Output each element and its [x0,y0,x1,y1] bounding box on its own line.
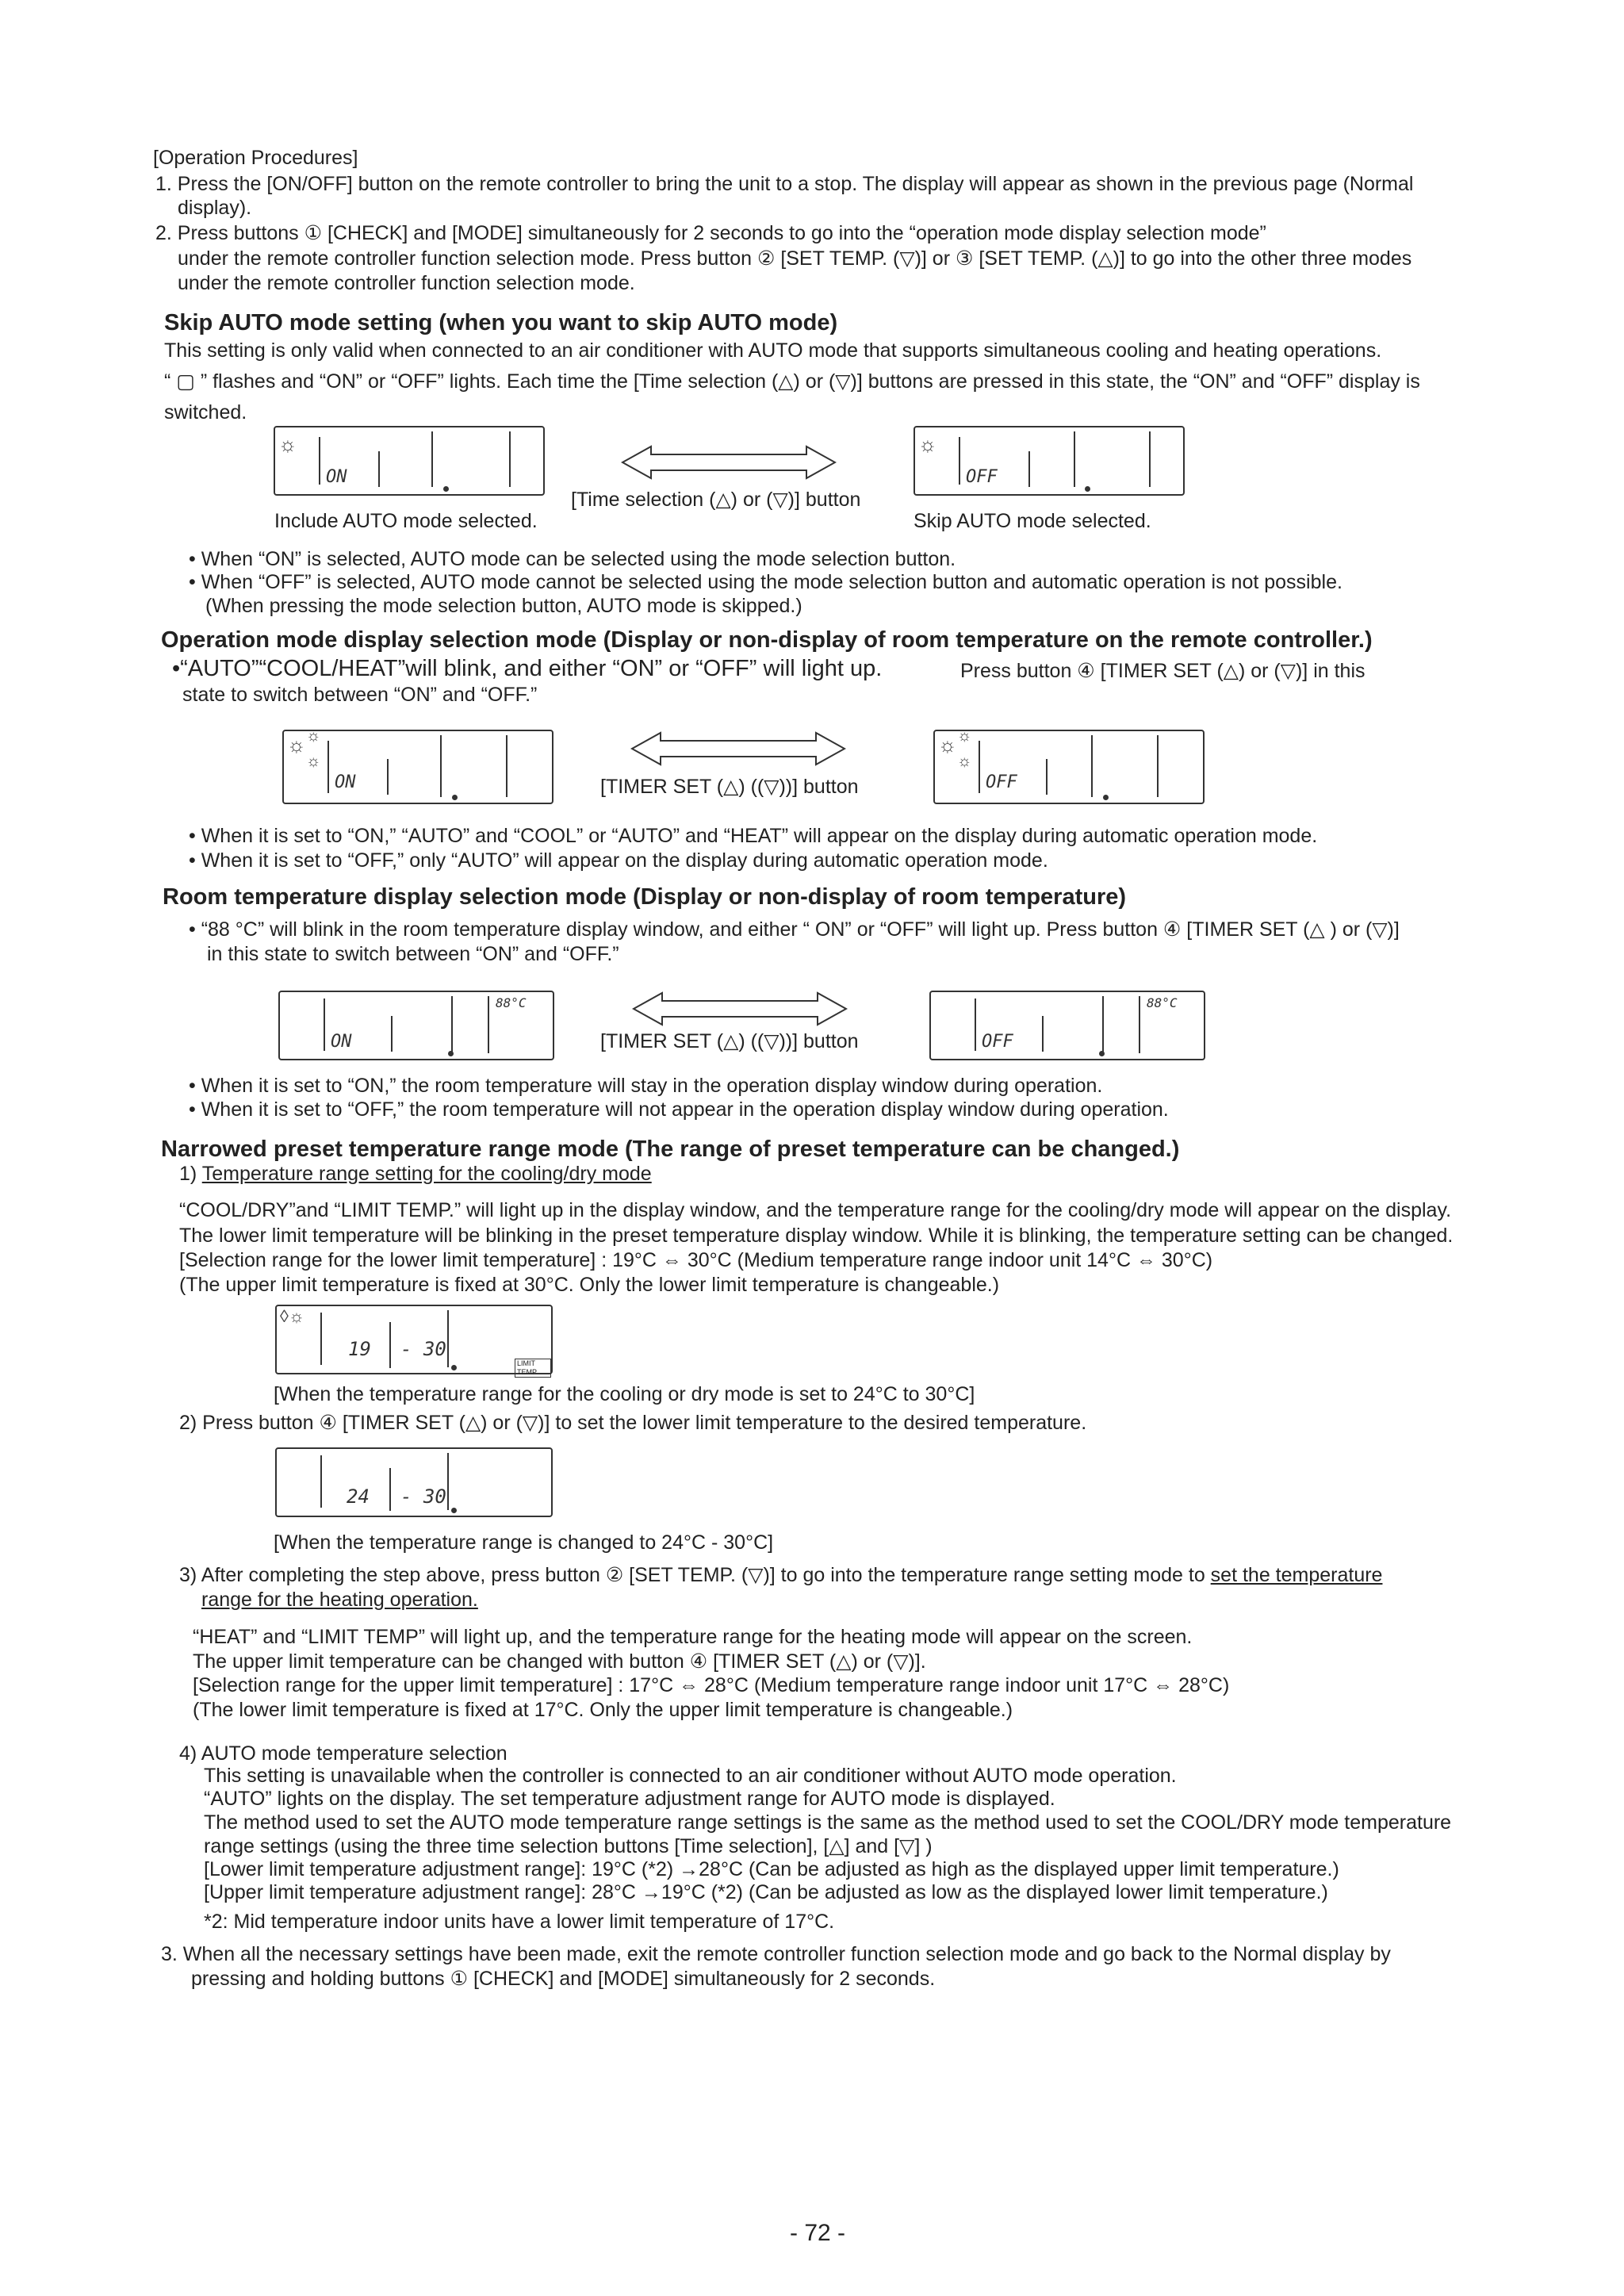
caption-cool-range: [When the temperature range for the cooling or dry mode is set to 24°C to 30°C] [274,1383,975,1405]
limit-temp-tag: LIMIT TEMP [515,1359,551,1378]
upper-limit-temp: - 30 [400,1338,446,1360]
room-title: Room temperature display selection mode (Display or non-display of room temperature) [163,884,1127,910]
flash-square-icon: ☼ [918,432,937,456]
narrow-title: Narrowed preset temperature range mode (The range of preset temperature can be changed.) [161,1137,1180,1162]
step-1: 1. Press the [ON/OFF] button on the remote controller to bring the unit to a stop. The display will appear as shown in the previous page (Normal [155,173,1414,195]
step-1-cont: display). [178,197,252,219]
timer-set-button-label: [TIMER SET (△) ((▽))] button [600,776,859,798]
room-bullet-2: • When it is set to “OFF,” the room temperature will not appear in the operation display window during operation. [189,1098,1169,1121]
skip-auto-title: Skip AUTO mode setting (when you want to skip AUTO mode) [164,310,838,335]
auto-line-3: The method used to set the AUTO mode temperature range settings is the same as the method used to set the COOL/DRY mode temperature [204,1811,1452,1834]
blink-sun-icon: ☼ [957,753,972,770]
lcd-opmode-off [933,727,1205,804]
auto-line-1: This setting is unavailable when the controller is connected to an air conditioner without AUTO mode operation. [204,1765,1177,1787]
auto-line-6: [Upper limit temperature adjustment range]: 28°C →19°C (*2) (Can be adjusted as low as the displayed lower limit temperature.) [204,1881,1328,1903]
lcd-on-text: ON [331,1032,352,1052]
opmode-line-1a: •“AUTO”“COOL/HEAT”will blink, and either “ON” or “OFF” will light up. [172,656,883,681]
caption-changed-range: [When the temperature range is changed to 24°C - 30°C] [274,1531,774,1554]
skip-bullet-1: • When “ON” is selected, AUTO mode can be selected using the mode selection button. [189,548,956,570]
lcd-skip-on [274,426,545,496]
room-line-1: • “88 °C” will blink in the room temperature display window, and either “ ON” or “OFF” will light up. Press button ④ [TIMER SET (△ ) or (▽)] [189,918,1400,941]
heat-line-3: [Selection range for the upper limit temperature] : 17°C ⇔ 28°C (Medium temperature range indoor unit 17°C ⇔ 28°C) [193,1674,1230,1696]
narrow-step-3-cont: range for the heating operation. [201,1589,478,1611]
skip-line-2: “ ▢ ” flashes and “ON” or “OFF” lights. Each time the [Time selection (△) or (▽)] buttons are pressed in this state, the “ON” and “OFF” display is [164,370,1420,393]
blink-sun-icon: ☼ [957,727,972,745]
auto-line-5: [Lower limit temperature adjustment range]: 19°C (*2) →28°C (Can be adjusted as high as the displayed upper limit temperature.) [204,1858,1339,1880]
narrow-step-3: 3) After completing the step above, press button ② [SET TEMP. (▽)] to go into the temperature range setting mode to set the temperature [179,1564,1383,1586]
proc-header: [Operation Procedures] [153,147,358,169]
lower-limit-temp: 24 [347,1485,370,1508]
blink-sun-icon: ☼ [938,733,957,757]
opmode-title: Operation mode display selection mode (Display or non-display of room temperature on the remote controller.) [161,627,1373,653]
time-selection-button-label: [Time selection (△) or (▽)] button [571,489,861,511]
heat-line-1: “HEAT” and “LIMIT TEMP” will light up, and the temperature range for the heating mode will appear on the screen. [193,1626,1193,1648]
skip-line-3: switched. [164,401,247,424]
skip-line-1: This setting is only valid when connected to an air conditioner with AUTO mode that supports simultaneous cooling and heating operations. [164,339,1382,362]
lcd-on-text: ON [335,772,356,792]
double-arrow-icon [632,991,848,1026]
include-auto-caption: Include AUTO mode selected. [274,510,538,532]
step-2-cont: under the remote controller function selection mode. Press button ② [SET TEMP. (▽)] or ③ [SET TEMP. (△)] to go into the other three modes [178,247,1412,270]
skip-bullet-2-cont: (When pressing the mode selection button, AUTO mode is skipped.) [205,595,802,617]
lcd-on-text: ON [326,467,347,487]
lcd-cool-range-changed [275,1447,553,1517]
auto-note: *2: Mid temperature indoor units have a lower limit temperature of 17°C. [204,1911,835,1933]
opmode-bullet-1: • When it is set to “ON,” “AUTO” and “COOL” or “AUTO” and “HEAT” will appear on the display during automatic operation mode. [189,825,1318,847]
heat-line-2: The upper limit temperature can be changed with button ④ [TIMER SET (△) or (▽)]. [193,1650,926,1673]
timer-set-button-label: [TIMER SET (△) ((▽))] button [600,1030,859,1052]
skip-auto-caption: Skip AUTO mode selected. [914,510,1151,532]
narrow-p2: The lower limit temperature will be blinking in the preset temperature display window. While it is blinking, the temperature setting can be changed. [179,1225,1454,1247]
final-step-cont: pressing and holding buttons ① [CHECK] and [MODE] simultaneously for 2 seconds. [191,1968,936,1990]
lcd-room-off [929,991,1205,1060]
lcd-skip-off [914,426,1185,496]
narrow-step-2: 2) Press button ④ [TIMER SET (△) or (▽)] to set the lower limit temperature to the desired temperature. [179,1412,1087,1434]
room-temp-blink: 88°C [1147,995,1178,1010]
droplet-sun-icon: ◊☼ [280,1306,305,1326]
narrow-p4: (The upper limit temperature is fixed at 30°C. Only the lower limit temperature is changeable.) [179,1274,1000,1296]
double-arrow-icon [630,731,846,766]
upper-limit-temp: - 30 [400,1485,446,1508]
auto-line-4: range settings (using the three time selection buttons [Time selection], [△] and [▽] ) [204,1835,933,1857]
flash-square-icon: ☼ [278,432,297,456]
opmode-line-1b: Press button ④ [TIMER SET (△) or (▽)] in this [960,660,1365,682]
narrow-step-1: 1) Temperature range setting for the cooling/dry mode [179,1163,652,1185]
page-number: - 72 - [790,2220,846,2246]
opmode-bullet-2: • When it is set to “OFF,” only “AUTO” will appear on the display during automatic operation mode. [189,849,1048,872]
lcd-room-on [278,991,554,1060]
room-bullet-1: • When it is set to “ON,” the room temperature will stay in the operation display window during operation. [189,1075,1103,1097]
opmode-line-2: state to switch between “ON” and “OFF.” [182,684,538,706]
double-arrow-icon [621,445,837,480]
blink-sun-icon: ☼ [306,727,321,745]
auto-line-2: “AUTO” lights on the display. The set temperature adjustment range for AUTO mode is displayed. [204,1788,1055,1810]
lcd-opmode-on [282,727,553,804]
step-2: 2. Press buttons ① [CHECK] and [MODE] simultaneously for 2 seconds to go into the “operation mode display selection mode” [155,222,1266,244]
final-step: 3. When all the necessary settings have been made, exit the remote controller function selection mode and go back to the Normal display by [161,1943,1391,1965]
room-line-2: in this state to switch between “ON” and “OFF.” [207,943,619,965]
narrow-p1: “COOL/DRY”and “LIMIT TEMP.” will light up in the display window, and the temperature range for the cooling/dry mode will appear on the display. [179,1199,1452,1221]
heat-line-4: (The lower limit temperature is fixed at 17°C. Only the upper limit temperature is changeable.) [193,1699,1013,1721]
narrow-step-4: 4) AUTO mode temperature selection [179,1742,508,1765]
lcd-off-text: OFF [966,467,998,487]
lower-limit-temp: 19 [348,1338,371,1360]
room-temp-blink: 88°C [496,995,527,1010]
blink-sun-icon: ☼ [287,733,306,757]
step-2-cont2: under the remote controller function selection mode. [178,272,635,294]
skip-bullet-2: • When “OFF” is selected, AUTO mode cannot be selected using the mode selection button and automatic operation is not possible. [189,571,1342,593]
lcd-off-text: OFF [986,772,1017,792]
blink-sun-icon: ☼ [306,753,321,770]
lcd-off-text: OFF [982,1032,1013,1052]
narrow-p3: [Selection range for the lower limit temperature] : 19°C ⇔ 30°C (Medium temperature range indoor unit 14°C ⇔ 30°C) [179,1249,1213,1271]
lcd-cool-range [275,1305,553,1374]
